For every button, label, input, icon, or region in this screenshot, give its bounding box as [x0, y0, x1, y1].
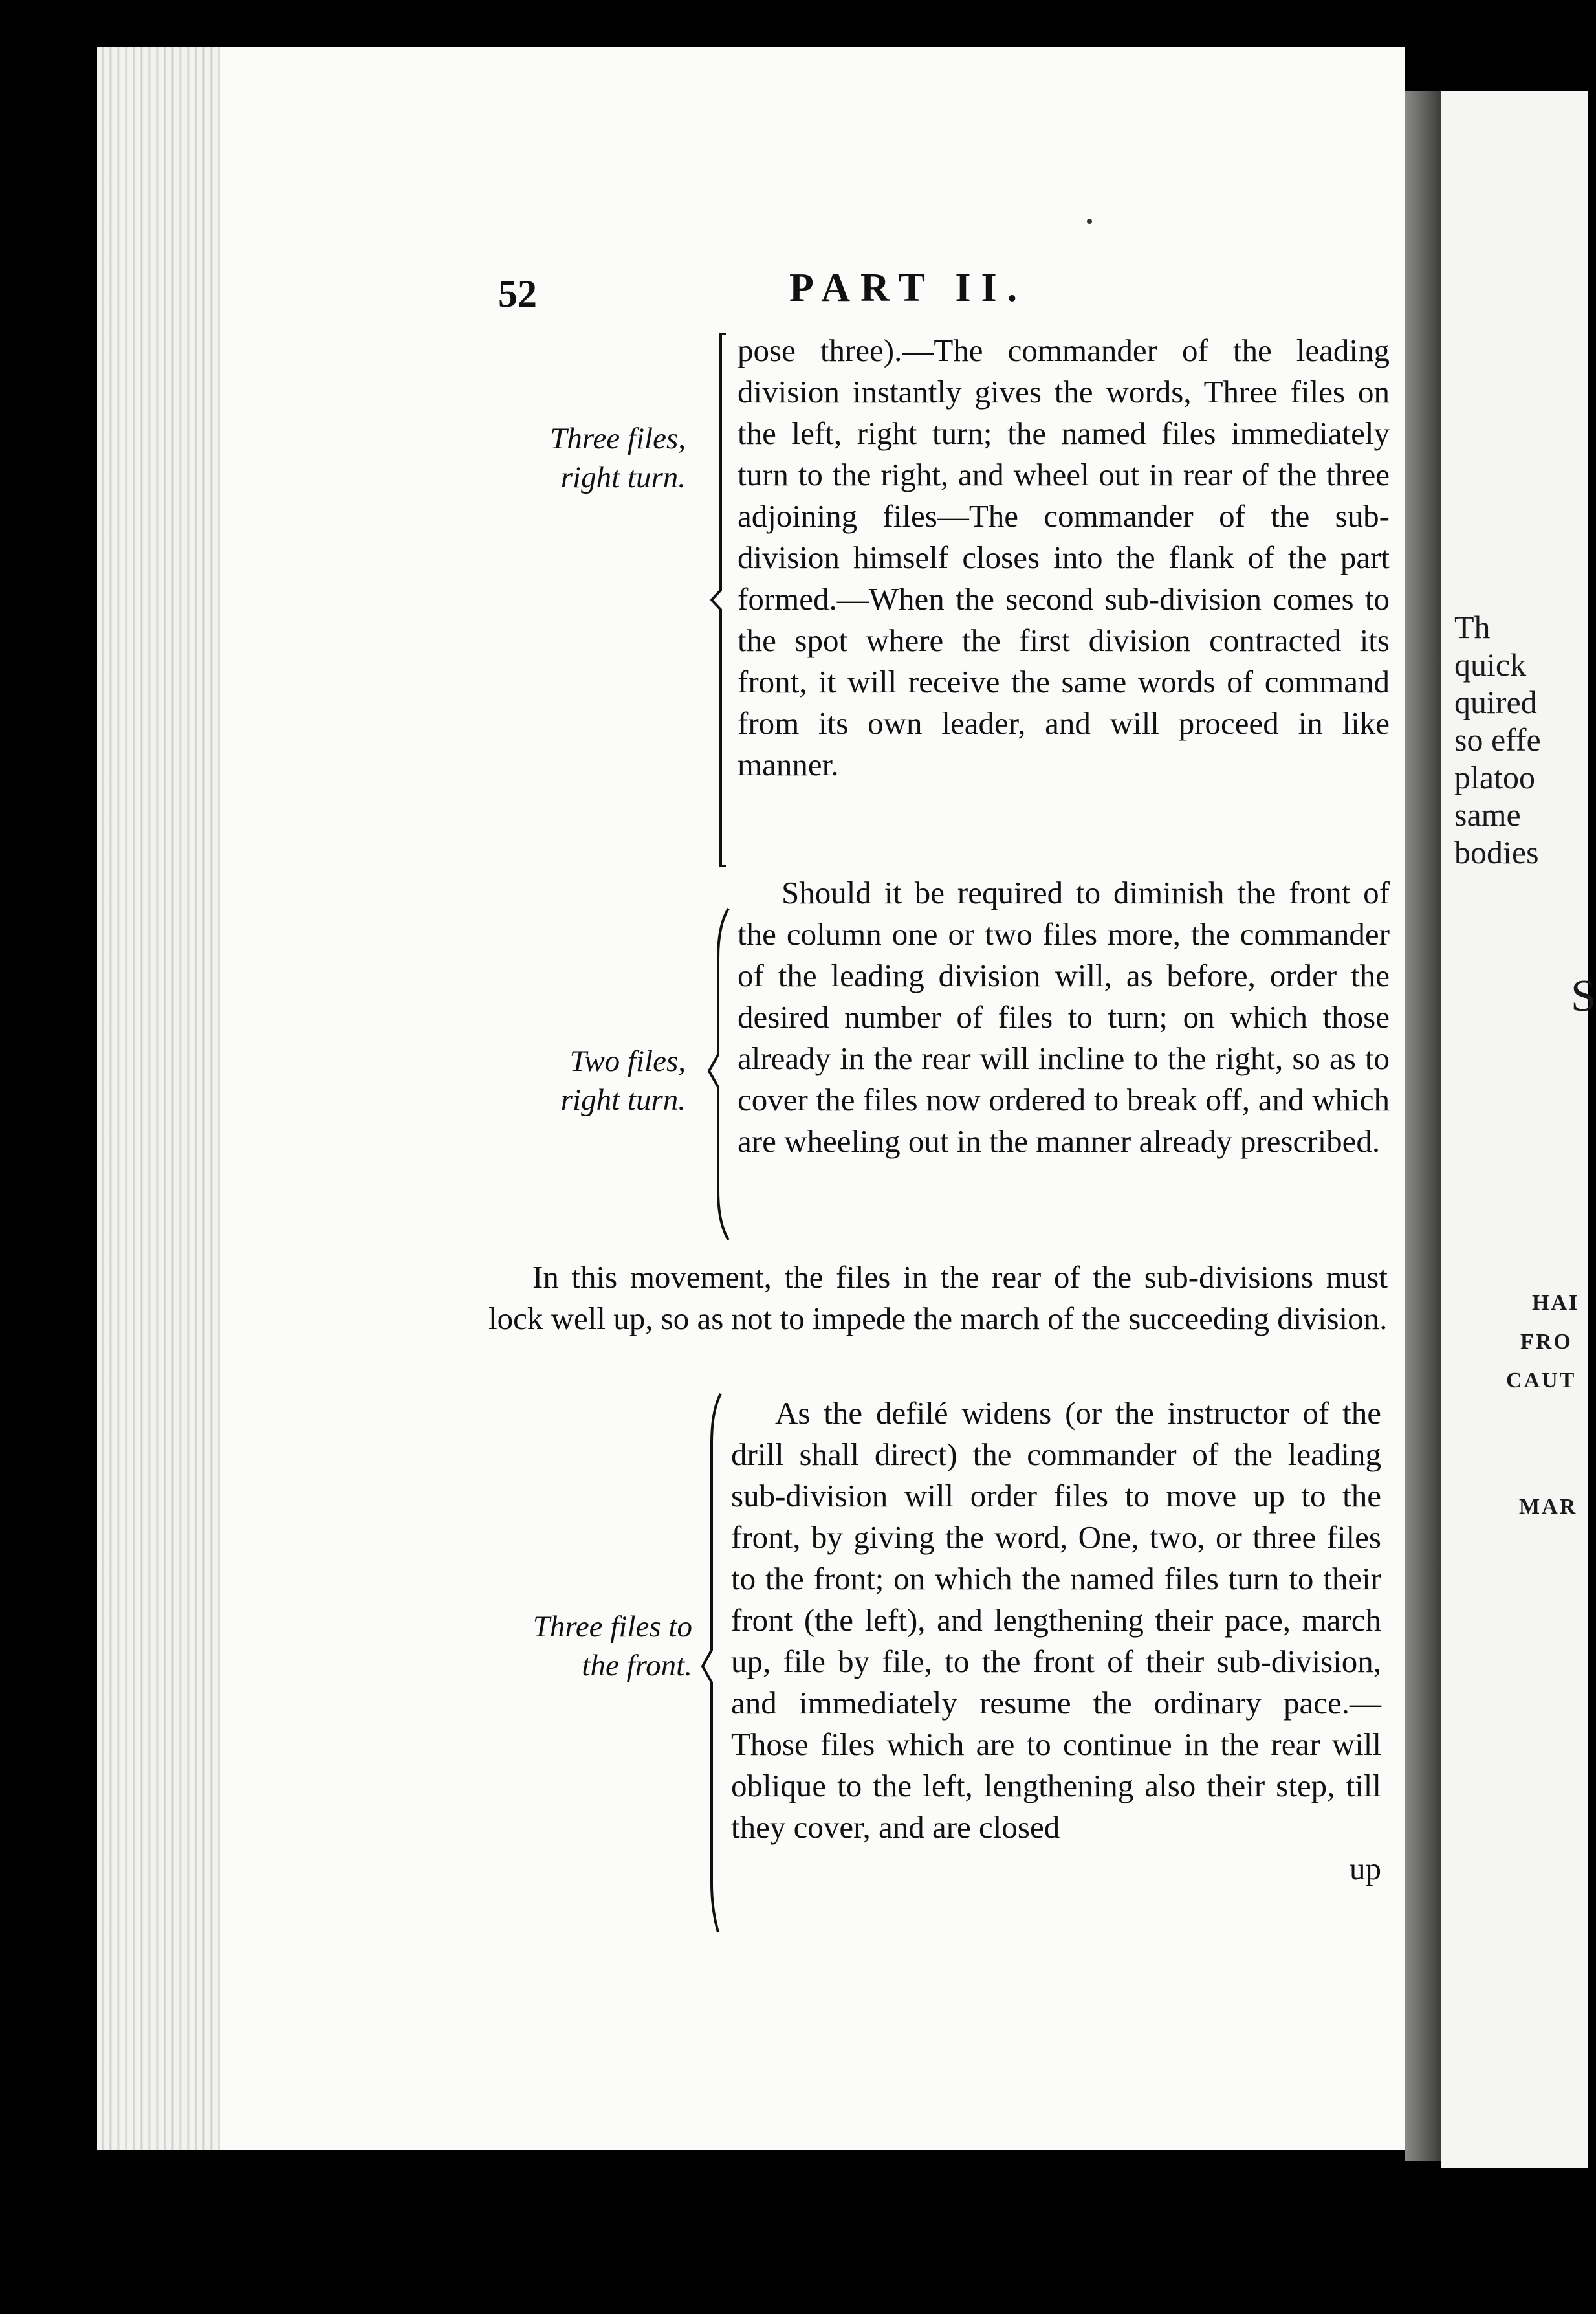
ink-dot	[1087, 219, 1092, 224]
page-number: 52	[498, 272, 537, 315]
brace-1	[706, 331, 739, 868]
book-gutter	[1405, 91, 1441, 2161]
facing-line: bodies	[1454, 834, 1539, 870]
side-note-two-files-right-turn	[479, 1042, 686, 1119]
paragraph-text: Should it be required to diminish the front of the column one or two files more, the commander of the leading division will, as before, order the desired number of files to turn; on which those already in the rear will incline to the right, so as to cover the files now ordered to break off, and which are wheeling out in the manner already prescribed.	[738, 875, 1390, 1159]
facing-line: Th	[1454, 609, 1491, 645]
side-note-line: Two files,	[569, 1044, 686, 1078]
facing-caps: MAR	[1519, 1495, 1578, 1519]
facing-line: same	[1454, 797, 1521, 833]
facing-line: platoo	[1454, 759, 1535, 795]
paragraph-text: In this movement, the files in the rear of the sub-divisions must lock well up, so as not to impede the march of the succeeding division.	[488, 1259, 1388, 1336]
side-note-three-files-to-front	[479, 1607, 692, 1685]
brace-2	[706, 906, 739, 1242]
paragraph-text: pose three).—The commander of the leading division instantly gives the words, Three files on the left, right turn; the named files immediately turn to the right, and wheel out in rear of the three adjoining files—The commander of the sub-division himself closes into the flank of the part formed.—When the second sub-division comes to the spot where the first division contracted its front, it will receive the same words of command from its own leader, and will proceed in like manner.	[738, 333, 1390, 782]
paragraph-3	[488, 1257, 1388, 1339]
facing-line: so effe	[1454, 722, 1541, 758]
running-head: PART II.	[789, 266, 1028, 310]
side-note-line: Three files,	[550, 422, 686, 456]
facing-fragment: S	[1571, 971, 1596, 1021]
side-note-line: right turn.	[560, 461, 686, 494]
facing-page	[1441, 91, 1596, 2168]
paragraph-text: As the defilé widens (or the instructor of the drill shall direct) the commander of the leading sub-division will order files to move up to the front, by giving the word, One, two, or three files to the front; on which the named files turn to their front (the left), and lengthening their pace, march up, file by file, to the front of their sub-division, and immediately resume the ordinary pace.—Those files which are to continue in the rear will oblique to the left, lengthening also their step, till they cover, and are closed	[731, 1395, 1381, 1845]
facing-caps: CAUT	[1506, 1369, 1577, 1393]
facing-caps: FRO	[1520, 1330, 1573, 1354]
side-note-line: right turn.	[560, 1083, 686, 1117]
facing-caps: HAI	[1532, 1291, 1580, 1315]
facing-line: quired	[1454, 684, 1537, 720]
facing-line: quick	[1454, 646, 1527, 683]
page-edges	[97, 47, 220, 2150]
side-note-line: Three files to	[532, 1610, 692, 1644]
paragraph-2	[738, 872, 1390, 1162]
side-note-three-files-right-turn	[479, 419, 686, 497]
catchword: up	[1350, 1851, 1381, 1886]
paragraph-4	[731, 1393, 1381, 1890]
side-note-line: the front.	[582, 1649, 692, 1682]
paragraph-1	[738, 330, 1390, 786]
brace-3	[699, 1391, 731, 1935]
